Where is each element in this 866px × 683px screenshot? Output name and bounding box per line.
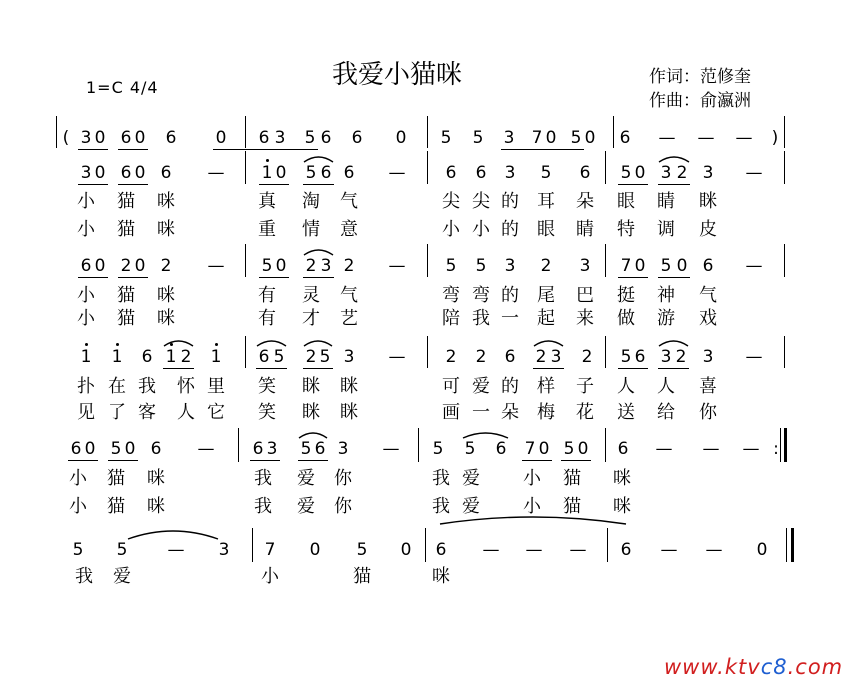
note: 0 (634, 163, 646, 183)
lyric-verse2: 调 (657, 219, 675, 240)
lyric-verse1: 猫 (353, 566, 371, 587)
note: — (197, 439, 215, 459)
lyric-verse2: 猫 (563, 496, 581, 517)
note: 6 (120, 163, 132, 183)
lyric-verse1: 小 (69, 468, 87, 489)
note: — (569, 540, 587, 560)
note: 5 (464, 439, 476, 459)
note: 3 (702, 347, 714, 367)
lyric-verse2: 梅 (537, 402, 555, 423)
lyric-verse1: 猫 (107, 468, 125, 489)
note: 0 (134, 128, 146, 148)
note: 2 (676, 163, 688, 183)
lyric-verse2: 小 (472, 219, 490, 240)
note: 0 (134, 163, 146, 183)
note: 2 (581, 347, 593, 367)
note: 1 (165, 347, 177, 367)
note: 3 (504, 163, 516, 183)
lyric-verse1: 咪 (147, 468, 165, 489)
lyric-verse1: 人 (617, 376, 635, 397)
lyric-verse1: 可 (442, 376, 460, 397)
note: 2 (343, 256, 355, 276)
note: 6 (80, 256, 92, 276)
lyric-verse1: 朵 (576, 191, 594, 212)
lyric-verse1: 小 (77, 285, 95, 306)
lyric-verse2: 一 (472, 402, 490, 423)
lyric-verse2: 送 (617, 402, 635, 423)
note: 0 (94, 256, 106, 276)
tie (440, 517, 626, 524)
watermark-num: c8 (760, 655, 788, 679)
note: 6 (620, 540, 632, 560)
note: 0 (756, 540, 768, 560)
lyric-verse1: 的 (501, 376, 519, 397)
lyric-verse2: 陪 (442, 308, 460, 329)
composer-credit: 作曲：俞瀛洲 (649, 91, 751, 111)
lyric-verse1: 咪 (613, 468, 631, 489)
note: 2 (180, 347, 192, 367)
lyric-verse2: 情 (302, 219, 320, 240)
note: — (702, 439, 720, 459)
note: 0 (124, 439, 136, 459)
lyric-verse2: 它 (207, 402, 225, 423)
lyric-verse2: 有 (258, 308, 276, 329)
lyric-verse2: 爱 (297, 496, 315, 517)
lyric-verse2: 给 (657, 402, 675, 423)
lyric-verse1: 尾 (537, 285, 555, 306)
lyric-verse2: 花 (576, 402, 594, 423)
note: 5 (620, 163, 632, 183)
lyric-verse2: 睛 (576, 219, 594, 240)
lyric-verse2: 起 (537, 308, 555, 329)
lyric-verse1: 爱 (113, 566, 131, 587)
slur (164, 341, 193, 346)
note: — (705, 540, 723, 560)
lyric-verse2: 的 (501, 219, 519, 240)
note: — (207, 256, 225, 276)
note: — (388, 256, 406, 276)
note: 2 (475, 347, 487, 367)
note: 6 (320, 163, 332, 183)
watermark-mid: ktv (724, 655, 761, 679)
lyric-verse1: 淘 (302, 191, 320, 212)
lyric-verse1: 怀 (177, 376, 195, 397)
lyric-verse1: 笑 (258, 376, 276, 397)
slur (304, 250, 333, 255)
lyric-verse1: 眯 (699, 191, 717, 212)
lyric-verse2: 咪 (613, 496, 631, 517)
lyric-verse2: 咪 (147, 496, 165, 517)
lyric-verse2: 眼 (537, 219, 555, 240)
note: 0 (395, 128, 407, 148)
note: 0 (275, 256, 287, 276)
slur (534, 341, 563, 346)
lyric-verse1: 扑 (77, 376, 95, 397)
lyricist-credit: 作词：范修奎 (649, 67, 751, 87)
lyric-verse1: 喜 (699, 376, 717, 397)
lyric-verse1: 咪 (157, 285, 175, 306)
note: 5 (319, 347, 331, 367)
note: 3 (80, 128, 92, 148)
lyric-verse2: 猫 (117, 308, 135, 329)
note: 3 (266, 439, 278, 459)
lyric-verse1: 在 (108, 376, 126, 397)
lyric-verse2: 小 (442, 219, 460, 240)
note: 3 (702, 163, 714, 183)
note: — (745, 256, 763, 276)
lyric-verse1: 气 (340, 285, 358, 306)
lyric-verse1: 挺 (617, 285, 635, 306)
note: — (525, 540, 543, 560)
lyric-verse1: 猫 (563, 468, 581, 489)
note: 0 (545, 128, 557, 148)
lyric-verse1: 眯 (340, 376, 358, 397)
lyric-verse2: 眯 (340, 402, 358, 423)
note: 3 (218, 540, 230, 560)
slur (304, 341, 332, 346)
lyric-verse1: 睛 (657, 191, 675, 212)
lyric-verse1: 弯 (442, 285, 460, 306)
note: — (482, 540, 500, 560)
note: 0 (577, 439, 589, 459)
note: 3 (80, 163, 92, 183)
note: 2 (540, 256, 552, 276)
lyric-verse2: 画 (442, 402, 460, 423)
lyric-verse1: 样 (537, 376, 555, 397)
lyric-verse1: 我 (138, 376, 156, 397)
lyric-verse2: 客 (138, 402, 156, 423)
note: 6 (343, 163, 355, 183)
lyric-verse2: 小 (77, 308, 95, 329)
note: 0 (84, 439, 96, 459)
note: — (382, 439, 400, 459)
note: 2 (160, 256, 172, 276)
note: 5 (475, 256, 487, 276)
note: 6 (258, 347, 270, 367)
lyric-verse1: 尖 (472, 191, 490, 212)
note: 3 (337, 439, 349, 459)
lyric-verse2: 我 (432, 496, 450, 517)
lyric-verse1: 眼 (617, 191, 635, 212)
note: — (735, 128, 753, 148)
lyric-verse1: 眯 (302, 376, 320, 397)
note: 3 (660, 163, 672, 183)
note: 5 (472, 128, 484, 148)
note: 6 (252, 439, 264, 459)
note: 0 (634, 256, 646, 276)
lyric-verse1: 子 (576, 376, 594, 397)
note: 1 (111, 347, 123, 367)
lyric-verse1: 耳 (537, 191, 555, 212)
note: 2 (675, 347, 687, 367)
lyric-verse1: 你 (334, 468, 352, 489)
lyric-verse2: 做 (617, 308, 635, 329)
note: — (655, 439, 673, 459)
note: 5 (660, 256, 672, 276)
note: 1 (210, 347, 222, 367)
lyric-verse1: 的 (501, 285, 519, 306)
lyric-verse2: 我 (472, 308, 490, 329)
lyric-verse1: 爱 (462, 468, 480, 489)
lyric-verse2: 你 (334, 496, 352, 517)
lyric-verse2: 咪 (157, 308, 175, 329)
note: 5 (540, 163, 552, 183)
note: 2 (305, 347, 317, 367)
lyric-verse2: 朵 (501, 402, 519, 423)
lyric-verse1: 尖 (442, 191, 460, 212)
lyric-verse1: 小 (261, 566, 279, 587)
site-watermark (664, 655, 843, 679)
note: 6 (150, 439, 162, 459)
note: 5 (304, 128, 316, 148)
note: 6 (579, 163, 591, 183)
lyric-verse1: 里 (207, 376, 225, 397)
note: 5 (432, 439, 444, 459)
lyric-verse2: 猫 (107, 496, 125, 517)
note: 5 (116, 540, 128, 560)
lyric-verse1: 我 (75, 566, 93, 587)
lyric-verse1: 小 (77, 191, 95, 212)
note: 0 (400, 540, 412, 560)
watermark-prefix: www. (664, 655, 725, 679)
note: 6 (445, 163, 457, 183)
note: 3 (660, 347, 672, 367)
note: 7 (524, 439, 536, 459)
note: 5 (300, 439, 312, 459)
note: — (388, 163, 406, 183)
note: 3 (504, 256, 516, 276)
note: 6 (504, 347, 516, 367)
note: 7 (264, 540, 276, 560)
lyric-verse2: 眯 (302, 402, 320, 423)
lyric-verse1: 弯 (472, 285, 490, 306)
note: — (167, 540, 185, 560)
note: 6 (634, 347, 646, 367)
note: 1 (261, 163, 273, 183)
lyric-verse1: 真 (258, 191, 276, 212)
note: 6 (495, 439, 507, 459)
note: 5 (563, 439, 575, 459)
note: 0 (275, 163, 287, 183)
lyric-verse2: 来 (576, 308, 594, 329)
note: 3 (320, 256, 332, 276)
lyric-verse2: 小 (69, 496, 87, 517)
lyric-verse1: 人 (657, 376, 675, 397)
note: 6 (70, 439, 82, 459)
note: 0 (94, 163, 106, 183)
note: 1 (80, 347, 92, 367)
lyric-verse1: 我 (432, 468, 450, 489)
note: 6 (160, 163, 172, 183)
lyric-verse2: 人 (177, 402, 195, 423)
lyric-verse2: 戏 (699, 308, 717, 329)
slur (659, 157, 689, 162)
note: 6 (351, 128, 363, 148)
lyric-verse1: 灵 (302, 285, 320, 306)
slur (304, 157, 333, 162)
note: 6 (475, 163, 487, 183)
lyric-verse2: 才 (302, 308, 320, 329)
note: — (745, 163, 763, 183)
note: 3 (503, 128, 515, 148)
note: 3 (343, 347, 355, 367)
note: — (207, 163, 225, 183)
note: 5 (273, 347, 285, 367)
note: 0 (134, 256, 146, 276)
note: 2 (445, 347, 457, 367)
note: 6 (258, 128, 270, 148)
note: ( (62, 128, 70, 148)
lyric-verse2: 咪 (157, 219, 175, 240)
note: 0 (94, 128, 106, 148)
note: : (773, 439, 779, 459)
note: 6 (617, 439, 629, 459)
lyric-verse1: 的 (501, 191, 519, 212)
note: 6 (141, 347, 153, 367)
slur (257, 341, 286, 346)
lyric-verse1: 气 (699, 285, 717, 306)
note: 0 (676, 256, 688, 276)
note: 3 (550, 347, 562, 367)
slur (659, 341, 688, 346)
lyric-verse1: 猫 (117, 285, 135, 306)
note: 5 (570, 128, 582, 148)
lyric-verse1: 咪 (432, 566, 450, 587)
note: 5 (110, 439, 122, 459)
lyric-verse1: 我 (254, 468, 272, 489)
lyric-verse2: 小 (77, 219, 95, 240)
note: 3 (579, 256, 591, 276)
song-title: 我爱小猫咪 (332, 60, 463, 90)
lyric-verse1: 神 (657, 285, 675, 306)
lyric-verse2: 意 (340, 219, 358, 240)
lyric-verse2: 游 (657, 308, 675, 329)
key-signature: 1=C 4/4 (86, 78, 159, 97)
note: 5 (305, 163, 317, 183)
lyric-verse1: 小 (523, 468, 541, 489)
lyric-verse1: 巴 (576, 285, 594, 306)
note: — (745, 347, 763, 367)
note: 5 (261, 256, 273, 276)
lyric-verse1: 有 (258, 285, 276, 306)
note: 6 (120, 128, 132, 148)
watermark-tld: .com (787, 655, 844, 679)
lyric-verse2: 见 (77, 402, 95, 423)
lyric-verse2: 笑 (258, 402, 276, 423)
slur (299, 433, 327, 438)
note: — (388, 347, 406, 367)
lyric-verse2: 爱 (462, 496, 480, 517)
note: 6 (435, 540, 447, 560)
lyric-verse2: 艺 (340, 308, 358, 329)
note: 0 (584, 128, 596, 148)
lyric-verse2: 皮 (699, 219, 717, 240)
lyric-verse1: 猫 (117, 191, 135, 212)
note: 2 (120, 256, 132, 276)
note: 7 (620, 256, 632, 276)
lyric-verse2: 一 (501, 308, 519, 329)
slur (463, 433, 508, 438)
lyric-verse2: 小 (523, 496, 541, 517)
note: 5 (72, 540, 84, 560)
note: — (658, 128, 676, 148)
note: — (660, 540, 678, 560)
note: 5 (620, 347, 632, 367)
note: 7 (531, 128, 543, 148)
note: 3 (274, 128, 286, 148)
note: ) (771, 128, 779, 148)
lyric-verse1: 爱 (472, 376, 490, 397)
note: 6 (165, 128, 177, 148)
tie (128, 531, 218, 539)
note: 6 (619, 128, 631, 148)
lyric-verse2: 猫 (117, 219, 135, 240)
lyric-verse2: 了 (108, 402, 126, 423)
lyric-verse1: 爱 (297, 468, 315, 489)
note: 0 (215, 128, 227, 148)
note: 6 (702, 256, 714, 276)
lyric-verse1: 气 (340, 191, 358, 212)
note: 5 (445, 256, 457, 276)
lyric-verse2: 特 (617, 219, 635, 240)
note: 2 (305, 256, 317, 276)
note: — (742, 439, 760, 459)
note: 6 (320, 128, 332, 148)
note: — (697, 128, 715, 148)
note: 0 (538, 439, 550, 459)
lyric-verse2: 你 (699, 402, 717, 423)
note: 5 (356, 540, 368, 560)
note: 2 (535, 347, 547, 367)
note: 0 (309, 540, 321, 560)
lyric-verse2: 重 (258, 219, 276, 240)
note: 6 (314, 439, 326, 459)
lyric-verse1: 咪 (157, 191, 175, 212)
note: 5 (440, 128, 452, 148)
lyric-verse2: 我 (254, 496, 272, 517)
